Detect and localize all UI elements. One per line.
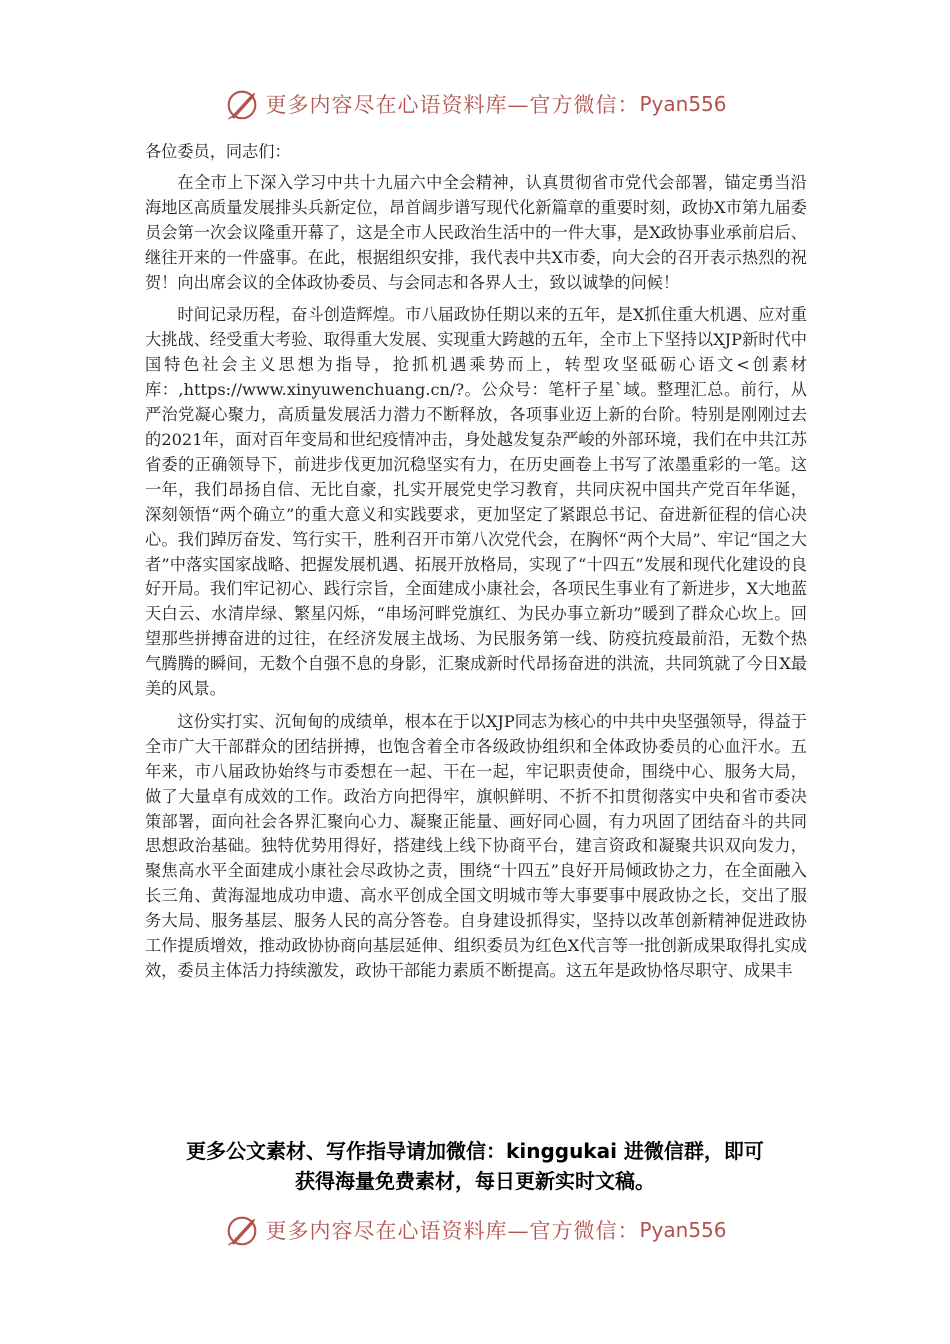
promo-line-2: 获得海量免费素材，每日更新实时文稿。 xyxy=(295,1169,655,1193)
watermark-wechat-id: Pyan556 xyxy=(639,92,727,116)
watermark-footer xyxy=(0,1210,950,1250)
document-body xyxy=(145,140,807,984)
pen-logo-icon xyxy=(223,85,261,123)
watermark-text: 更多内容尽在心语资料库—官方微信： xyxy=(265,1219,640,1243)
paragraph-2: 时间记录历程，奋斗创造辉煌。市八届政协任期以来的五年，是X抓住重大机遇、应对重大挑战、经受重大考验、取得重大发展、实现重大跨越的五年，全市上下坚持以XJP新时代中国特色社会主义思想为指导，抢抓机遇乘势而上，转型攻坚砥砺心语文<创素材库：,https://www.xinyuwenchuang.cn/?。公众号：笔杆子星`域。整理汇总。前行，从严治党凝心聚力，高质量发展活力潜力不断释放，各项事业迈上新的台阶。特别是刚刚过去的2021年，面对百年变局和世纪疫情冲击，身处越发复杂严峻的外部环境，我们在中共江苏省委的正确领导下，前进步伐更加沉稳坚实有力，在历史画卷上书写了浓墨重彩的一笔。这一年，我们昂扬自信、无比自豪，扎实开展党史学习教育，共同庆祝中国共产党百年华诞，深刻领悟“两个确立”的重大意义和实践要求，更加坚定了紧跟总书记、奋进新征程的信心决心。我们踔厉奋发、笃行实干，胜利召开市第八次党代会，在胸怀“两个大局”、牢记“国之大者”中落实国家战略、把握发展机遇、拓展开放格局，实现了“十四五”发展和现代化建设的良好开局。我们牢记初心、践行宗旨，全面建成小康社会，各项民生事业有了新进步，X大地蓝天白云、水清岸绿、繁星闪烁，“串场河畔党旗红、为民办事立新功”暖到了群众心坎上。回望那些拼搏奋进的过往，在经济发展主战场、为民服务第一线、防疫抗疫最前沿，无数个热气腾腾的瞬间，无数个自强不息的身影，汇聚成新时代昂扬奋进的洪流，共同筑就了今日X最美的风景。 xyxy=(145,305,807,699)
paragraph-1: 在全市上下深入学习中共十九届六中全会精神，认真贯彻省市党代会部署，锚定勇当沿海地区高质量发展排头兵新定位，昂首阔步谱写现代化新篇章的重要时刻，政协X市第九届委员会第一次会议隆重开幕了，这是全市人民政治生活中的一件大事，是X政协事业承前启后、继往开来的一件盛事。在此，根据组织安排，我代表中共X市委，向大会的召开表示热烈的祝贺！向出席会议的全体政协委员、与会同志和各界人士，致以诚挚的问候！ xyxy=(145,172,807,292)
promo-line-1: 更多公文素材、写作指导请加微信：kinggukai 进微信群，即可 xyxy=(186,1139,764,1163)
watermark-wechat-id: Pyan556 xyxy=(639,1218,727,1242)
promo-banner xyxy=(120,1136,830,1196)
watermark-text: 更多内容尽在心语资料库—官方微信： xyxy=(265,93,640,117)
watermark-header xyxy=(0,84,950,124)
paragraph-3: 这份实打实、沉甸甸的成绩单，根本在于以XJP同志为核心的中共中央坚强领导，得益于全市广大干部群众的团结拼搏，也饱含着全市各级政协组织和全体政协委员的心血汗水。五年来，市八届政协始终与市委想在一起、干在一起，牢记职责使命，围绕中心、服务大局，做了大量卓有成效的工作。政治方向把得牢，旗帜鲜明、不折不扣贯彻落实中央和省市委决策部署，面向社会各界汇聚向心力、凝聚正能量、画好同心圆，有力巩固了团结奋斗的共同思想政治基础。独特优势用得好，搭建线上线下协商平台，建言资政和凝聚共识双向发力，聚焦高水平全面建成小康社会尽政协之责，围绕“十四五”良好开局倾政协之力，在全面融入长三角、黄海湿地成功申遗、高水平创成全国文明城市等大事要事中展政协之长，交出了服务大局、服务基层、服务人民的高分答卷。自身建设抓得实，坚持以改革创新精神促进政协工作提质增效，推动政协协商向基层延伸、组织委员为红色X代言等一批创新成果取得扎实成效，委员主体活力持续激发，政协干部能力素质不断提高。这五年是政协恪尽职守、成果丰 xyxy=(145,711,807,980)
pen-logo-icon xyxy=(223,1211,261,1249)
salutation: 各位委员，同志们： xyxy=(145,142,291,161)
